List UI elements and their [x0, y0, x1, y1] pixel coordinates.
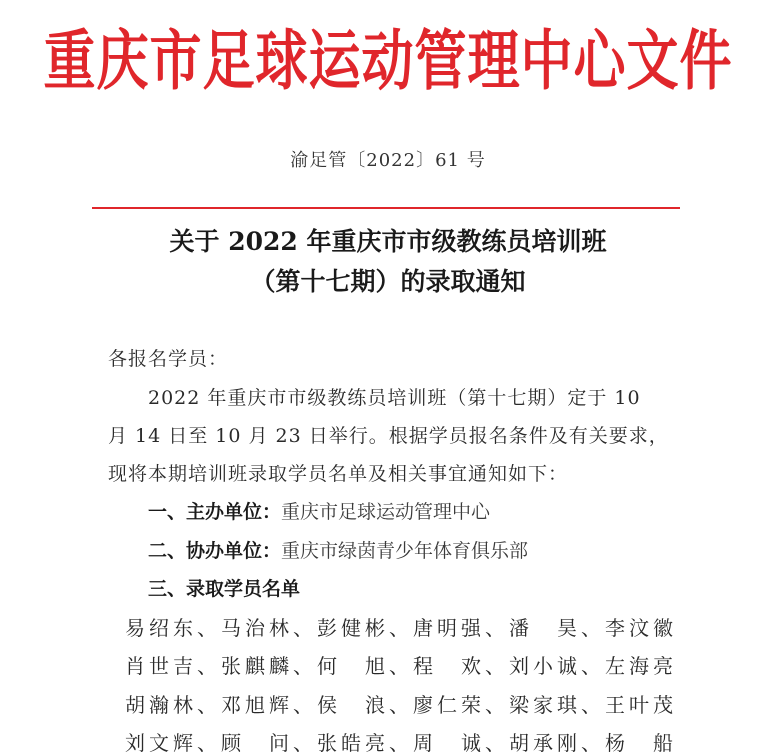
section-students	[148, 574, 300, 601]
document-header-title: 重庆市足球运动管理中心文件	[43, 24, 733, 100]
paragraph-line-2: 月 14 日至 10 月 23 日举行。根据学员报名条件及有关要求，	[108, 425, 669, 447]
student-row-4: 刘文辉、顾 问、张皓亮、周 诚、胡承刚、杨 船	[125, 731, 677, 755]
students-label: 三、录取学员名单	[148, 578, 301, 600]
salutation: 各报名学员：	[108, 348, 229, 370]
notice-title-line1: 关于 2022 年重庆市市级教练员培训班	[169, 227, 607, 256]
section-organizer	[148, 497, 490, 524]
organizer-label: 一、主办单位：	[148, 501, 282, 523]
student-row-3: 胡瀚林、邓旭辉、侯 浪、廖仁荣、梁家琪、王叶茂	[125, 693, 677, 717]
co-organizer-value: 重庆市绿茵青少年体育俱乐部	[281, 540, 529, 562]
co-organizer-label: 二、协办单位：	[148, 540, 282, 562]
notice-title-line2: （第十七期）的录取通知	[250, 267, 526, 296]
student-row-2: 肖世吉、张麒麟、何 旭、程 欢、刘小诚、左海亮	[125, 654, 677, 678]
red-divider	[92, 207, 680, 209]
paragraph-line-3: 现将本期培训班录取学员名单及相关事宜通知如下：	[108, 463, 569, 485]
document-number: 渝足管〔2022〕61 号	[290, 150, 486, 171]
paragraph-line-1: 2022 年重庆市市级教练员培训班（第十七期）定于 10	[148, 387, 641, 409]
student-row-1: 易绍东、马治林、彭健彬、唐明强、潘 昊、李汶徽	[125, 616, 677, 640]
organizer-value: 重庆市足球运动管理中心	[281, 501, 491, 523]
section-co-organizer	[148, 536, 528, 563]
notice-title	[0, 222, 776, 302]
